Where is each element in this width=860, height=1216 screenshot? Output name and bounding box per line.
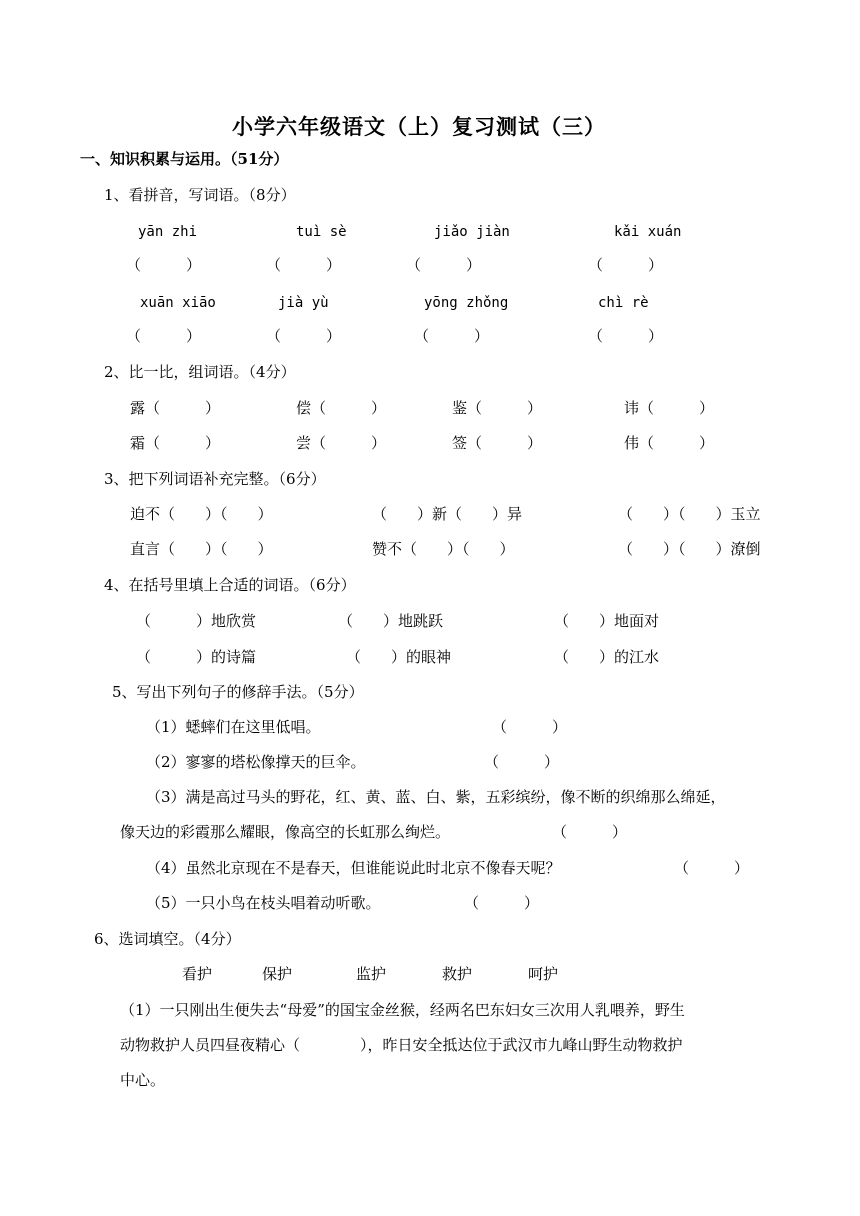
q4-item-5[interactable]: （ ）的眼神 — [346, 648, 452, 666]
q1-pinyin-8: chì rè — [598, 295, 649, 311]
q1-heading: 1、看拼音，写词语。（8分） — [104, 186, 296, 204]
q4-item-3[interactable]: （ ）地面对 — [554, 612, 660, 630]
q6-paragraph-line-1: （1）一只刚出生便失去“母爱”的国宝金丝猴，经两名巴东妇女三次用人乳喂养，野生 — [120, 1001, 685, 1019]
q5-answer-blank-1[interactable]: （ ） — [492, 718, 568, 736]
q2-item-8[interactable]: 伟（ ） — [624, 434, 715, 452]
q2-item-4[interactable]: 讳（ ） — [624, 399, 715, 417]
q5-sentence-5: （5）一只小鸟在枝头唱着动听歌。 — [146, 894, 381, 912]
q1-answer-blank-5[interactable]: （ ） — [126, 327, 202, 345]
q5-sentence-1: （1）蟋蟀们在这里低唱。 — [146, 718, 321, 736]
q5-answer-blank-5[interactable]: （ ） — [464, 894, 540, 912]
q1-answer-blank-8[interactable]: （ ） — [588, 327, 664, 345]
q5-sentence-3-cont: 像天边的彩霞那么耀眼，像高空的长虹那么绚烂。 — [120, 823, 451, 841]
q1-pinyin-2: tuì sè — [296, 224, 347, 240]
q5-heading: 5、写出下列句子的修辞手法。（5分） — [112, 683, 364, 701]
q5-answer-blank-3[interactable]: （ ） — [552, 823, 628, 841]
q6-paragraph-line-2: 动物救护人员四昼夜精心（ ），昨日安全抵达位于武汉市九峰山野生动物救护 — [120, 1036, 683, 1054]
q2-heading: 2、比一比，组词语。（4分） — [104, 363, 296, 381]
q2-item-3[interactable]: 鉴（ ） — [452, 399, 543, 417]
q6-heading: 6、选词填空。（4分） — [94, 930, 241, 948]
q3-heading: 3、把下列词语补充完整。（6分） — [104, 470, 326, 488]
q5-sentence-4: （4）虽然北京现在不是春天，但谁能说此时北京不像春天呢？ — [146, 859, 561, 877]
q1-answer-blank-7[interactable]: （ ） — [414, 327, 490, 345]
q4-item-4[interactable]: （ ）的诗篇 — [136, 648, 257, 666]
q5-sentence-3: （3）满是高过马头的野花，红、黄、蓝、白、紫，五彩缤纷，像不断的织绵那么绵延， — [146, 788, 726, 806]
q3-item-1[interactable]: 迫不（ ）（ ） — [130, 505, 273, 523]
page-title: 小学六年级语文（上）复习测试（三） — [232, 114, 606, 139]
q6-word-4: 救护 — [442, 965, 473, 983]
q5-answer-blank-4[interactable]: （ ） — [674, 859, 750, 877]
q1-answer-blank-3[interactable]: （ ） — [406, 256, 482, 274]
q1-answer-blank-2[interactable]: （ ） — [266, 256, 342, 274]
q2-item-7[interactable]: 签（ ） — [452, 434, 543, 452]
q1-pinyin-6: jià yù — [278, 295, 329, 311]
q6-word-5: 呵护 — [528, 965, 559, 983]
q4-item-6[interactable]: （ ）的江水 — [554, 648, 660, 666]
q4-item-1[interactable]: （ ）地欣赏 — [136, 612, 257, 630]
q3-item-5[interactable]: 赞不（ ）（ ） — [372, 540, 515, 558]
q6-word-3: 监护 — [356, 965, 387, 983]
q1-pinyin-4: kǎi xuán — [614, 224, 682, 240]
q3-item-3[interactable]: （ ）（ ）玉立 — [618, 505, 761, 523]
q3-item-2[interactable]: （ ）新（ ）异 — [372, 505, 523, 523]
q1-pinyin-1: yān zhi — [138, 224, 198, 240]
q2-item-2[interactable]: 偿（ ） — [296, 399, 387, 417]
q5-answer-blank-2[interactable]: （ ） — [484, 753, 560, 771]
q1-pinyin-7: yōng zhǒng — [424, 295, 509, 311]
q4-item-2[interactable]: （ ）地跳跃 — [338, 612, 444, 630]
q5-sentence-2: （2）寥寥的塔松像撑天的巨伞。 — [146, 753, 366, 771]
section-1-heading: 一、知识积累与运用。（51分） — [80, 150, 289, 168]
q6-word-2: 保护 — [262, 965, 293, 983]
q6-word-1: 看护 — [182, 965, 213, 983]
q3-item-4[interactable]: 直言（ ）（ ） — [130, 540, 273, 558]
q1-answer-blank-1[interactable]: （ ） — [126, 256, 202, 274]
q3-item-6[interactable]: （ ）（ ）潦倒 — [618, 540, 761, 558]
q4-heading: 4、在括号里填上合适的词语。（6分） — [104, 576, 356, 594]
q1-pinyin-3: jiǎo jiàn — [434, 224, 510, 240]
q2-item-1[interactable]: 露（ ） — [130, 399, 221, 417]
q1-answer-blank-6[interactable]: （ ） — [266, 327, 342, 345]
q2-item-5[interactable]: 霜（ ） — [130, 434, 221, 452]
q2-item-6[interactable]: 尝（ ） — [296, 434, 387, 452]
q1-pinyin-5: xuān xiāo — [140, 295, 216, 311]
q6-paragraph-line-3: 中心。 — [120, 1071, 166, 1089]
q1-answer-blank-4[interactable]: （ ） — [588, 256, 664, 274]
